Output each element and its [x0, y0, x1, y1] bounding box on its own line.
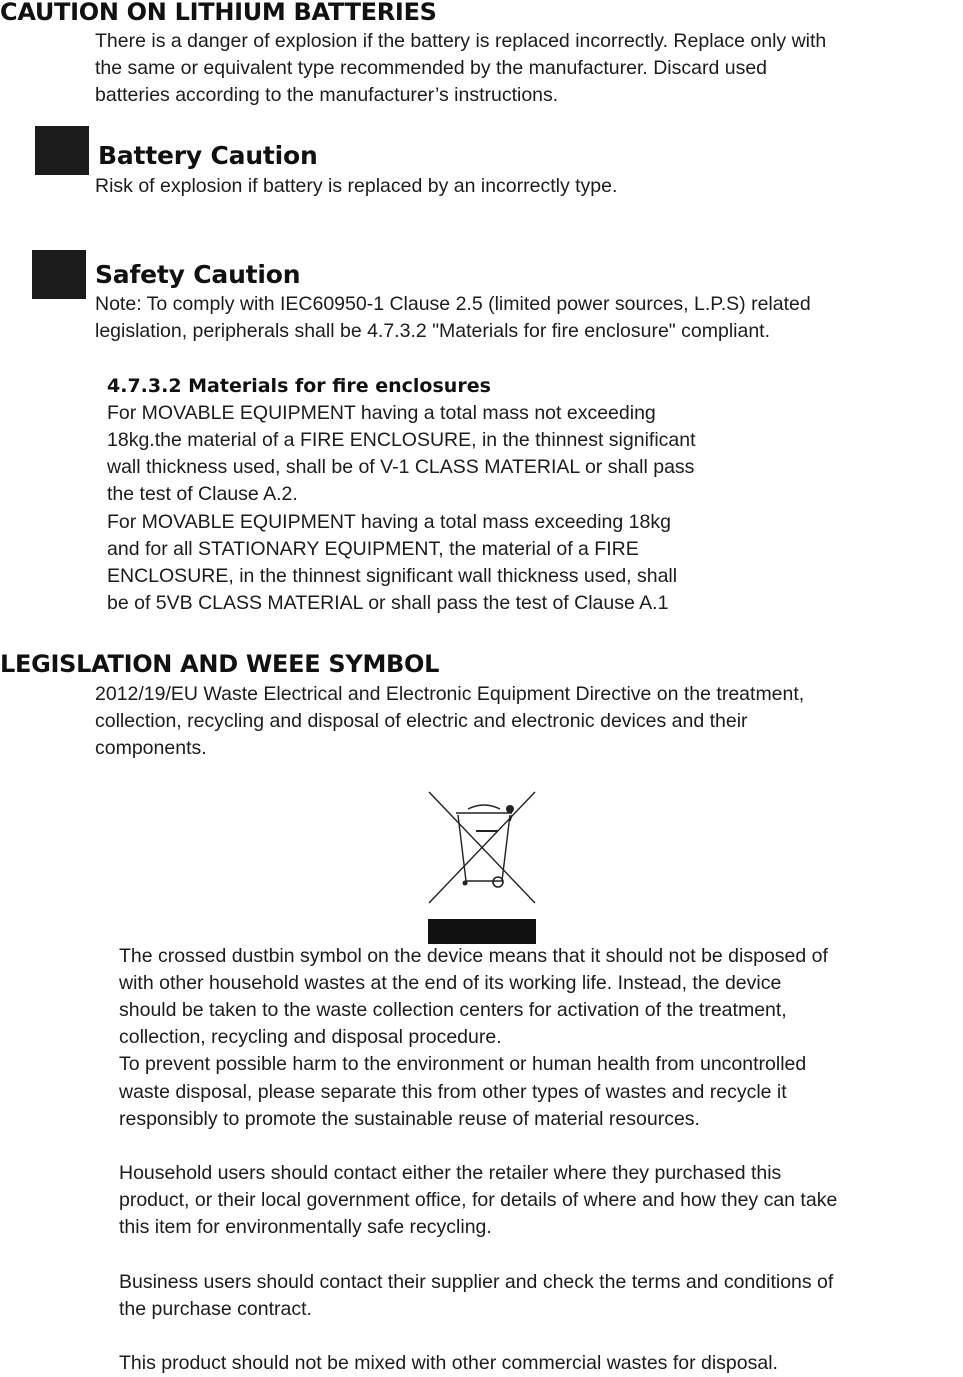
safety-line: Note: To comply with IEC60950-1 Clause 2.5 (limited power sources, L.P.S) related	[95, 293, 811, 315]
materials-line: For MOVABLE EQUIPMENT having a total mass exceeding 18kg	[107, 511, 671, 533]
materials-title: 4.7.3.2 Materials for fire enclosures	[107, 375, 491, 397]
weee-para3-line: Business users should contact their supplier and check the terms and conditions of	[119, 1271, 834, 1293]
weee-intro-line: components.	[95, 737, 207, 759]
materials-line: 18kg.the material of a FIRE ENCLOSURE, in the thinnest significant	[107, 429, 696, 451]
materials-line: and for all STATIONARY EQUIPMENT, the material of a FIRE	[107, 538, 639, 560]
weee-para1-line: with other household wastes at the end of its working life. Instead, the device	[119, 972, 782, 994]
safety-line: legislation, peripherals shall be 4.7.3.2 "Materials for fire enclosure" compliant.	[95, 320, 771, 342]
weee-para2-line: product, or their local government office, for details of where and how they can take	[119, 1189, 838, 1211]
weee-para1-line: To prevent possible harm to the environment or human health from uncontrolled	[119, 1053, 807, 1075]
materials-line: be of 5VB CLASS MATERIAL or shall pass the test of Clause A.1	[107, 592, 669, 614]
weee-para1-line: should be taken to the waste collection centers for activation of the treatment,	[119, 999, 787, 1021]
battery-caution-title: Battery Caution	[98, 141, 318, 170]
lithium-line: the same or equivalent type recommended by the manufacturer. Discard used	[95, 57, 768, 79]
weee-para1-line: responsibly to promote the sustainable reuse of material resources.	[119, 1108, 700, 1130]
weee-para4-line: This product should not be mixed with other commercial wastes for disposal.	[119, 1352, 778, 1374]
weee-para3-line: the purchase contract.	[119, 1298, 312, 1320]
lithium-title: CAUTION ON LITHIUM BATTERIES	[0, 0, 437, 26]
materials-line: wall thickness used, shall be of V-1 CLASS MATERIAL or shall pass	[107, 456, 695, 478]
crossed-out-wheelie-bin-icon	[428, 791, 536, 944]
materials-line: the test of Clause A.2.	[107, 483, 298, 505]
weee-para2-line: this item for environmentally safe recycling.	[119, 1216, 492, 1238]
battery-caution-text: Risk of explosion if battery is replaced by an incorrectly type.	[95, 175, 618, 197]
weee-para2-line: Household users should contact either the retailer where they purchased this	[119, 1162, 782, 1184]
weee-intro-line: 2012/19/EU Waste Electrical and Electronic Equipment Directive on the treatment,	[95, 683, 805, 705]
lithium-line: batteries according to the manufacturer’s instructions.	[95, 84, 559, 106]
weee-para1-line: collection, recycling and disposal procedure.	[119, 1026, 502, 1048]
materials-line: For MOVABLE EQUIPMENT having a total mass not exceeding	[107, 402, 656, 424]
materials-line: ENCLOSURE, in the thinnest significant wall thickness used, shall	[107, 565, 678, 587]
weee-para1-line: The crossed dustbin symbol on the device means that it should not be disposed of	[119, 945, 828, 967]
weee-intro-line: collection, recycling and disposal of electric and electronic devices and their	[95, 710, 748, 732]
weee-title: LEGISLATION AND WEEE SYMBOL	[0, 650, 440, 678]
warning-icon	[32, 250, 86, 299]
lithium-line: There is a danger of explosion if the battery is replaced incorrectly. Replace only with	[95, 30, 827, 52]
warning-icon	[35, 126, 89, 175]
safety-caution-title: Safety Caution	[95, 260, 301, 289]
weee-para1-line: waste disposal, please separate this from other types of wastes and recycle it	[119, 1081, 787, 1103]
